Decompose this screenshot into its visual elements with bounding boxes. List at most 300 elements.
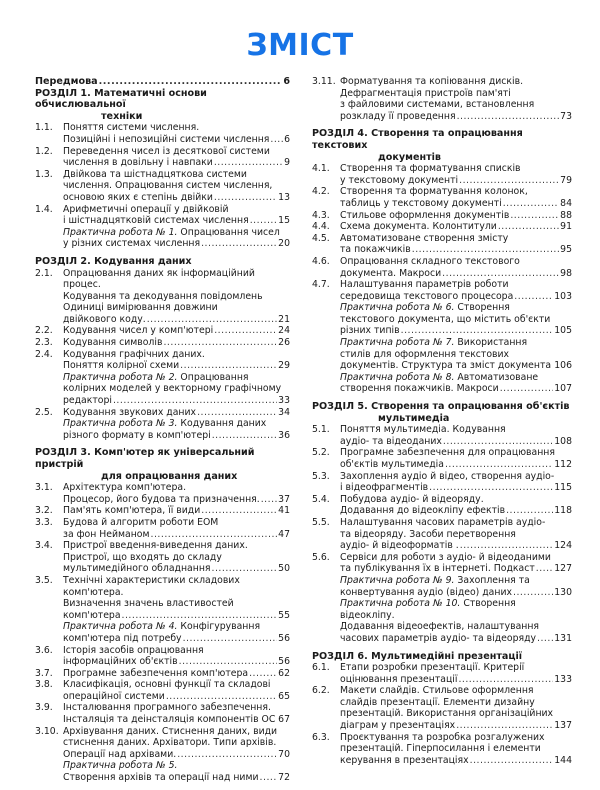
toc-entry-text: середовища текстового процесора [340,290,514,302]
toc-entry-last-line [340,198,572,210]
toc-page-number: 15 [278,215,290,227]
toc-page-number: 91 [560,221,572,233]
toc-entry-text: інформаційних об'єктів [63,656,178,668]
toc-entry-last-line [63,395,290,407]
leader-dots [214,325,277,337]
toc-entry-number: 4.3. [312,209,330,221]
leader-dots [503,198,559,210]
practical-work-title: Захоплення та [454,574,530,586]
toc-page-number: 70 [278,748,290,760]
toc-entry[interactable] [312,424,572,447]
toc-entry-line: числення. Опрацювання систем числення, [63,180,273,192]
toc-entry[interactable] [35,668,290,680]
toc-entry-line: Переведення чисел із десяткової системи [63,145,270,157]
toc-page-number: 137 [554,720,572,732]
toc-entry-line: Одиниці вимірювання довжини [63,302,218,314]
toc-entry[interactable] [35,337,290,349]
toc-entry-text: Кодування символів [63,337,163,349]
toc-page-number: 107 [554,383,572,395]
toc-entry-last-line [340,268,572,280]
toc-entry-last-line [63,337,290,349]
toc-entry[interactable] [35,517,290,540]
leader-dots [147,314,277,326]
toc-entry-line: Визначення значень властивостей [63,598,234,610]
toc-entry-line: Будова й алгоритм роботи ЕОМ [63,516,219,528]
toc-page-number: 33 [278,395,290,407]
toc-entry-number: 4.2. [312,186,330,198]
toc-entry-line: Етапи розробки презентації. Критерії [340,662,525,674]
toc-entry-line [340,302,572,314]
section-heading[interactable] [35,88,290,123]
toc-entry-last-line [63,691,290,703]
practical-work-label: Практична робота № 7. [340,337,455,349]
toc-entry-last-line [63,430,290,442]
practical-work-title: Опрацювання [177,371,249,383]
toc-page-number: 88 [560,209,572,221]
toc-entry-last-line [63,494,290,506]
toc-entry-line [63,418,290,430]
toc-entry-last-line [63,157,290,169]
leader-dots [537,633,553,645]
toc-entry-text: Кодування чисел у комп'ютері [63,325,214,337]
toc-entry-last-line [340,244,572,256]
toc-entry-number: 2.4. [35,348,53,360]
toc-entry-last-line [340,482,572,494]
toc-entry-text: документа. Макроси [340,267,442,279]
toc-entry-line: текстового документа, що містить об'єкти [340,313,551,325]
section-heading-line: техніки [101,110,143,122]
leader-dots [177,749,277,761]
toc-entry[interactable] [35,407,290,419]
leader-dots [401,325,554,337]
toc-entry-line: Пристрої, що входять до складу [63,551,222,563]
toc-entry[interactable] [312,279,572,302]
leader-dots [250,215,277,227]
toc-entry-last-line [63,529,290,541]
toc-entry-number: 3.5. [35,574,53,586]
practical-work-label: Практична робота № 9. [340,574,455,586]
section-heading[interactable] [312,401,572,424]
toc-entry[interactable] [35,679,290,702]
toc-entry-number: 5.2. [312,447,330,459]
toc-entry-number: 3.8. [35,679,53,691]
toc-entry-number: 3.6. [35,644,53,656]
toc-entry-text: двійкового коду. [63,313,146,325]
toc-entry-number: 6.1. [312,662,330,674]
toc-page-number: 36 [278,429,290,441]
toc-section [35,447,290,783]
leader-dots [412,244,559,256]
toc-section [312,651,572,767]
toc-entry-line: Проєктування та розробка розгалужених [340,731,545,743]
toc-entry-line: стиснення даних. Архіватори. Типи архівів. [63,737,277,749]
page-title: ЗМІСТ [246,28,354,63]
toc-page-number: 20 [278,238,290,250]
toc-page-number: 67 [278,714,290,726]
toc-practical-work[interactable] [35,760,290,783]
leader-dots [214,157,283,169]
toc-entry-last-line [63,314,290,326]
leader-dots [445,459,553,471]
leader-dots [212,430,277,442]
toc-entry-line [63,760,290,772]
toc-entry-line [63,227,290,239]
leader-dots [536,563,554,575]
toc-entry[interactable] [35,268,290,326]
toc-entry-last-line [63,215,290,227]
section-heading[interactable] [312,128,572,163]
leader-dots [276,714,277,726]
toc-entry-text: конвертування аудіо (відео) даних [340,586,512,598]
toc-entry[interactable] [35,505,290,517]
toc-practical-work[interactable] [312,337,572,372]
leader-dots [163,337,277,349]
toc-entry-number: 5.3. [312,470,330,482]
toc-page-number: 79 [560,174,572,186]
toc-page-number: 6 [284,133,290,145]
toc-practical-work[interactable] [35,621,290,644]
toc-entry[interactable] [312,221,572,233]
toc-entry-line [340,372,572,384]
toc-entry-text: створення покажчиків. Макроси [340,383,499,395]
toc-entry-line [63,372,290,384]
toc-entry-text: розкладу її проведення [340,110,456,122]
toc-entry-last-line [63,610,290,622]
toc-entry-number: 4.1. [312,163,330,175]
section-heading[interactable] [312,651,572,663]
toc-page-number: 124 [554,540,572,552]
leader-dots [113,395,277,407]
toc-entry[interactable] [312,662,572,685]
toc-entry-text: за фон Нейманом [63,528,150,540]
toc-entry-number: 4.4. [312,221,330,233]
toc-section [312,128,572,395]
toc-entry-last-line [63,505,290,517]
toc-entry[interactable] [35,482,290,505]
toc-entry-line: слайдів презентації. Елементи дизайну [340,696,535,708]
toc-entry-text: керування в презентаціях [340,754,469,766]
toc-entry-number: 3.3. [35,516,53,528]
toc-entry-line: Двійкова та шістнадцяткова системи [63,168,247,180]
toc-entry-number: 4.5. [312,232,330,244]
section-heading-line: РОЗДІЛ 3. Комп'ютер як універсальний пристрій [35,447,255,470]
toc-preface-label: Передмова [35,76,98,87]
toc-entry[interactable] [312,471,572,494]
toc-entry-last-line [63,633,290,645]
toc-page-number: 108 [554,435,572,447]
toc-page-number: 105 [554,325,572,337]
toc-page-number: 95 [560,244,572,256]
toc-entry-last-line [340,383,572,395]
toc-entry-line: Кодування та декодування повідомлень [63,290,263,302]
toc-entry-last-line [340,111,572,123]
toc-entry-line: Автоматизоване створення змісту [340,232,509,244]
toc-entry-line: Історія засобів опрацювання [63,644,204,656]
toc-entry-last-line [340,436,572,448]
toc-entry-last-line [63,668,290,680]
toc-entry[interactable] [312,163,572,186]
toc-entry-line: Побудова аудіо- й відеоряду. [340,493,484,505]
toc-page-number: 72 [278,772,290,784]
leader-dots [180,360,277,372]
toc-entry-number: 3.10. [35,725,59,737]
toc-entry-number: 4.6. [312,255,330,267]
leader-dots [179,656,278,668]
toc-page-number: 118 [554,505,572,517]
toc-entry-text: аудіо- й відеоформатів . [340,540,459,552]
toc-entry[interactable] [35,702,290,725]
section-heading[interactable] [35,447,290,482]
toc-entry-line: Пристрої введення-виведення даних. [63,540,248,552]
toc-entry-line: Програмне забезпечення для опрацювання [340,447,555,459]
toc-entry-number: 3.2. [35,505,53,517]
practical-work-label: Практична робота № 4. [63,621,178,633]
toc-entry-line: Класифікація, основні функції та складові [63,679,271,691]
toc-entry[interactable] [312,447,572,470]
toc-page-number: 103 [554,290,572,302]
toc-practical-work[interactable] [35,227,290,250]
toc-page-number: 112 [554,459,572,470]
toc-entry[interactable] [312,685,572,731]
practical-work-title: Опрацювання чисел [177,226,280,238]
toc-entry-number: 1.4. [35,203,53,215]
practical-work-title: Кодування даних [177,418,267,430]
toc-entry-text: Процесор, його будова та призначення. [63,493,260,505]
toc-entry-last-line [340,325,572,337]
toc-entry-text: та покажчиків [340,244,411,256]
toc-page-number: 98 [560,267,572,279]
toc-entry[interactable] [35,169,290,204]
toc-entry-line: Поняття мультимедіа. Кодування [340,424,506,436]
toc-entry[interactable] [35,645,290,668]
leader-dots [197,407,277,419]
toc-entry-number: 3.1. [35,482,53,494]
toc-page-number: 47 [278,528,290,540]
practical-work-label: Практична робота № 2. [63,371,178,383]
toc-entry-line: Архітектура комп'ютера. [63,482,187,494]
toc-page-number: 26 [278,337,290,349]
toc-entry[interactable] [35,575,290,621]
leader-dots [498,221,559,233]
toc-entry-line: Інсталювання програмного забезпечення. [63,702,271,714]
toc-entry-number: 4.7. [312,279,330,291]
toc-entry-line: Макети слайдів. Стильове оформлення [340,685,534,697]
toc-entry[interactable] [35,349,290,372]
toc-page-number: 24 [278,325,290,337]
toc-page-number: 55 [278,609,290,621]
toc-entry[interactable] [312,210,572,222]
toc-entry[interactable] [35,146,290,169]
toc-entry[interactable] [312,256,572,279]
toc-entry-last-line [340,720,572,732]
toc-entry-number: 1.2. [35,145,53,157]
toc-entry-text: Додавання до відеокліпу ефектів [340,505,506,517]
toc-entry-text: Створення архівів та операції над ними [63,772,259,784]
toc-practical-work[interactable] [312,302,572,337]
toc-entry-last-line [63,192,290,204]
toc-practical-work[interactable] [312,575,572,598]
toc-entry[interactable] [312,517,572,552]
practical-work-title: Автоматизоване [454,371,539,383]
leader-dots [456,720,553,732]
toc-page-number: 65 [278,690,290,702]
toc-entry-last-line [340,175,572,187]
toc-entry-last-line [340,291,572,303]
toc-practical-work[interactable] [35,372,290,407]
toc-entry-number: 1.1. [35,122,53,134]
toc-entry-text: Кодування звукових даних [63,406,197,418]
toc-entry-last-line [63,714,290,726]
toc-entry-line: Захоплення аудіо й відео, створення аудіо- [340,470,555,482]
toc-entry[interactable] [312,552,572,575]
toc-entry[interactable] [312,233,572,256]
toc-entry-text: та публікування їх в інтернеті. Подкаст [340,563,535,575]
toc-entry-line: та відеоряду. Засоби перетворення [340,528,516,540]
leader-dots [429,482,553,494]
leader-dots [212,563,278,575]
toc-entry[interactable] [312,186,572,209]
toc-entry-line: Арифметичні операції у двійковій [63,203,229,215]
toc-entry-text: різного формату в комп'ютері [63,429,211,441]
toc-entry-line: Кодування графічних даних. [63,348,205,360]
toc-practical-work[interactable] [312,598,572,644]
toc-section [312,76,572,122]
toc-practical-work[interactable] [312,372,572,395]
toc-entry-text: Позиційні і непозиційні системи числення [63,133,270,145]
toc-entry-number: 1.3. [35,168,53,180]
leader-dots [500,383,554,395]
toc-entry-text: числення в довільну і навпаки [63,157,213,169]
section-heading-line: мультимедіа [378,412,450,424]
toc-entry-line: Архівування даних. Стиснення даних, види [63,725,278,737]
toc-entry-line [340,575,572,587]
toc-entry-number: 5.1. [312,424,330,436]
toc-page-number: 127 [554,563,572,575]
leader-dots [166,691,277,703]
toc-entry[interactable] [35,204,290,227]
leader-dots [470,755,554,767]
leader-dots [99,76,283,88]
toc-entry-number: 3.4. [35,540,53,552]
toc-entry-last-line [340,210,572,222]
section-heading-line: документів [378,151,442,163]
practical-work-title: Створення [454,302,510,314]
leader-dots [460,540,554,552]
toc-entry-last-line [340,587,572,599]
toc-entry-last-line [340,459,572,471]
leader-dots [249,668,277,680]
leader-dots [552,360,553,372]
toc-practical-work[interactable] [35,418,290,441]
toc-entry-number: 5.6. [312,551,330,563]
toc-entry-text: і шістнадцятковій системах числення [63,215,249,227]
toc-page-number: 144 [554,754,572,766]
toc-preface[interactable] [35,76,290,88]
toc-entry-line: Сервіси для роботи з аудіо- й відеоданими [340,551,551,563]
leader-dots [122,610,278,622]
toc-entry-number: 2.5. [35,406,53,418]
toc-entry-text: Стильове оформлення документів [340,209,510,221]
toc-entry-text: Пам'ять комп'ютера, її види [63,505,201,517]
toc-entry-number: 6.3. [312,731,330,743]
leader-dots [201,505,277,517]
toc-page-number: 29 [278,360,290,372]
toc-entry-last-line [63,360,290,372]
toc-entry-last-line [63,325,290,337]
toc-page-number: 131 [554,632,572,644]
practical-work-label: Практична робота № 1. [63,226,178,238]
toc-page-number: 62 [278,667,290,679]
toc-entry-text: мультимедійного обладнання [63,563,211,575]
section-heading-line: РОЗДІЛ 5. Створення та опрацювання об'єктів [312,401,570,413]
leader-dots [514,291,553,303]
toc-entry-line: стилів для оформлення текстових [340,348,510,360]
toc-entry-text: Інсталяція та деінсталяція компонентів ОС [63,714,276,726]
toc-entry[interactable] [312,732,572,767]
toc-entry-line: презентацій. Гіперпосилання і елементи [340,743,541,755]
toc-entry[interactable] [312,494,572,517]
toc-page-number: 13 [278,191,290,203]
toc-entry-text: часових параметрів аудіо- та відеоряду [340,632,537,644]
leader-dots [270,134,283,146]
toc-entry-line [340,598,572,621]
toc-entry-last-line [340,360,572,372]
toc-entry-number: 5.5. [312,516,330,528]
leader-dots [151,529,278,541]
toc-left-column [35,76,290,790]
toc-entry-line [340,337,572,349]
toc-entry-text: Операції над архівами. [63,748,177,760]
leader-dots [261,494,277,506]
toc-entry-last-line [340,540,572,552]
leader-dots [506,505,553,517]
toc-entry-text: і відеофрагментів [340,482,429,494]
toc-entry[interactable] [35,325,290,337]
practical-work-title: Використання [454,337,528,349]
toc-page-number: 106 [554,360,572,372]
toc-page-number: 115 [554,482,572,494]
toc-entry-last-line [63,772,290,784]
toc-entry-last-line [340,674,572,686]
toc-page-number: 130 [554,586,572,598]
toc-entry[interactable] [312,76,572,122]
toc-entry-text: Програмне забезпечення комп'ютера [63,667,249,679]
toc-entry[interactable] [35,540,290,575]
toc-page-number: 9 [284,157,290,169]
leader-dots [459,175,559,187]
section-heading[interactable] [35,256,290,268]
leader-dots [183,633,278,645]
toc-entry-text: Поняття колірної схеми [63,360,180,372]
practical-work-label: Практична робота № 5. [63,760,178,772]
toc-entry-line: Технічні характеристики складових комп'ютера. [63,574,240,598]
leader-dots [457,111,560,123]
toc-entry-text: оцінювання презентації [340,673,458,685]
toc-entry-last-line [63,407,290,419]
toc-entry[interactable] [35,122,290,145]
toc-entry-text: Схема документа. Колонтитули [340,221,497,233]
toc-page-number: 73 [560,110,572,122]
leader-dots [513,587,553,599]
toc-entry-line: з файловими системами, встановлення [340,99,535,111]
toc-entry-line: Налаштування параметрів роботи [340,279,509,291]
toc-entry-number: 2.1. [35,267,53,279]
toc-entry[interactable] [35,726,290,761]
toc-entry-text: основою яких є степінь двійки [63,191,213,203]
leader-dots [442,268,559,280]
practical-work-label: Практична робота № 10. [340,598,461,610]
practical-work-label: Практична робота № 8. [340,371,455,383]
